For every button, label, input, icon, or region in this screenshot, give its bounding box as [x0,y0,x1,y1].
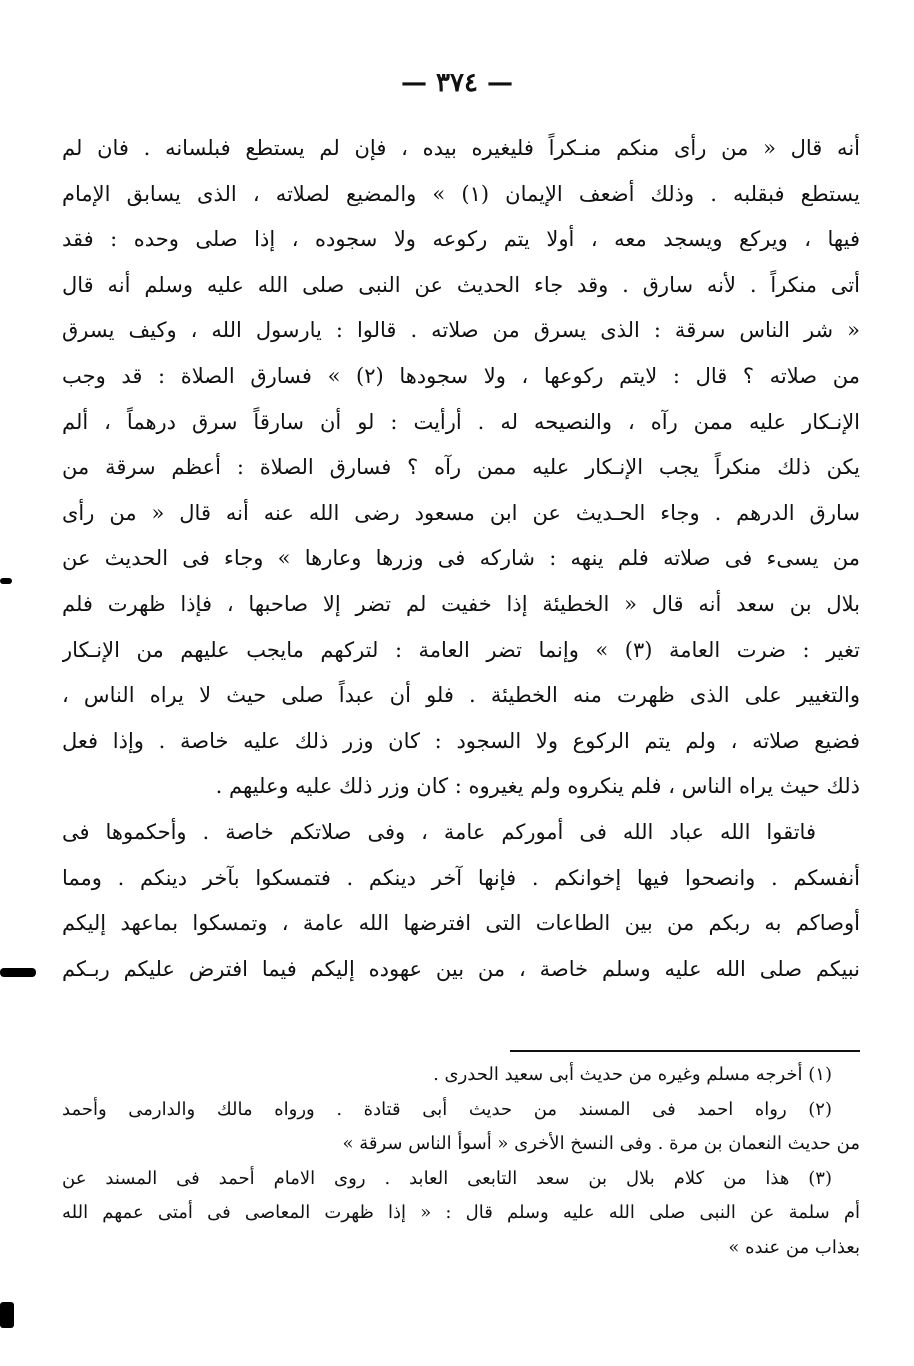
footnote-line: (١) أخرجه مسلم وغيره من حديث أبى سعيد الحدرى . [433,1064,832,1085]
text-line: فضيع صلاته ، ولم يتم الركوع ولا السجود : كان وزر ذلك عليه خاصة . وإذا فعل [62,728,860,753]
text-line: يستطع فبقلبه . وذلك أضعف الإيمان (١) » والمضيع لصلاته ، الذى يسابق الإمام [62,181,860,206]
text-line: أوصاكم به ربكم من بين الطاعات التى افترضها الله عامة ، وتمسكوا بماعهد إليكم [62,911,860,936]
text-line: فيها ، ويركع ويسجد معه ، أولا يتم ركوعه ولا سجوده ، إذا صلى وحده : فقد [62,227,860,252]
text-line: سارق الدرهم . وجاء الحـديث عن ابن مسعود رضى الله عنه أنه قال « من رأى [62,500,860,525]
footnotes [62,1058,860,1266]
text-line: والتغيير على الذى ظهرت منه الخطيئة . فلو أن عبداً صلى حيث لا يراه الناس ، [62,683,860,708]
text-line: تغير : ضرت العامة (٣) » وإنما تضر العامة : لتركهم مايجب عليهم من الإنـكار [62,637,860,662]
text-line: أتى منكراً . لأنه سارق . وقد جاء الحديث عن النبى صلى الله عليه وسلم أنه قال [62,272,860,297]
page-number: — ٣٧٤ — [400,68,514,98]
text-line: الإنـكار عليه ممن رآه ، والنصيحه له . أرأيت : لو أن سارقاً سرق درهماً ، ألم [62,409,860,434]
text-line: فاتقوا الله عباد الله فى أموركم عامة ، وفى صلاتكم خاصة . وأحكموها فى [62,819,816,844]
scan-mark [0,1302,14,1328]
text-line: « شر الناس سرقة : الذى يسرق من صلاته . قالوا : يارسول الله ، وكيف يسرق [62,318,860,343]
footnote-line: أم سلمة عن النبى صلى الله عليه وسلم قال : « إذا ظهرت المعاصى فى أمتى عمهم الله [62,1202,860,1224]
main-text [62,126,860,992]
footnote-line: (٣) هذا من كلام بلال بن سعد التابعى العابد . روى الامام أحمد فى المسند عن [62,1167,832,1189]
text-line: من صلاته ؟ قال : لايتم ركوعها ، ولا سجودها (٢) » فسارق الصلاة : قد وجب [62,363,860,388]
text-line: نبيكم صلى الله عليه وسلم خاصة ، من بين عهوده إليكم فيما افترض عليكم ربـكم [62,956,860,981]
footnote-line: من حديث النعمان بن مرة . وفى النسخ الأخرى « أسوأ الناس سرقة » [342,1133,860,1155]
text-line: من يسىء فى صلاته فلم ينهه : شاركه فى وزرها وعارها » وجاء فى الحديث عن [62,546,860,571]
text-line: أنفسكم . وانصحوا فيها إخوانكم . فإنها آخر دينكم . فتمسكوا بآخر دينكم . ومما [62,865,860,890]
footnote-line: بعذاب من عنده » [728,1236,860,1258]
text-line: بلال بن سعد أنه قال « الخطيئة إذا خفيت لم تضر إلا صاحبها ، فإذا ظهرت فلم [62,591,860,616]
footnote-separator [510,1050,860,1052]
footnote-line: (٢) رواه احمد فى المسند من حديث أبى قتادة . ورواه مالك والدارمى وأحمد [62,1098,832,1120]
text-line: أنه قال « من رأى منكم منـكراً فليغيره بيده ، فإن لم يستطع فبلسانه . فان لم [62,136,860,160]
text-line: ذلك حيث يراه الناس ، فلم ينكروه ولم يغيروه : كان وزر ذلك عليه وعليهم . [215,774,860,799]
text-line: يكن ذلك منكراً يجب الإنـكار عليه ممن رآه ؟ فسارق الصلاة : أعظم سرقة من [62,455,860,480]
scan-mark [0,578,12,584]
scan-mark [0,968,36,977]
